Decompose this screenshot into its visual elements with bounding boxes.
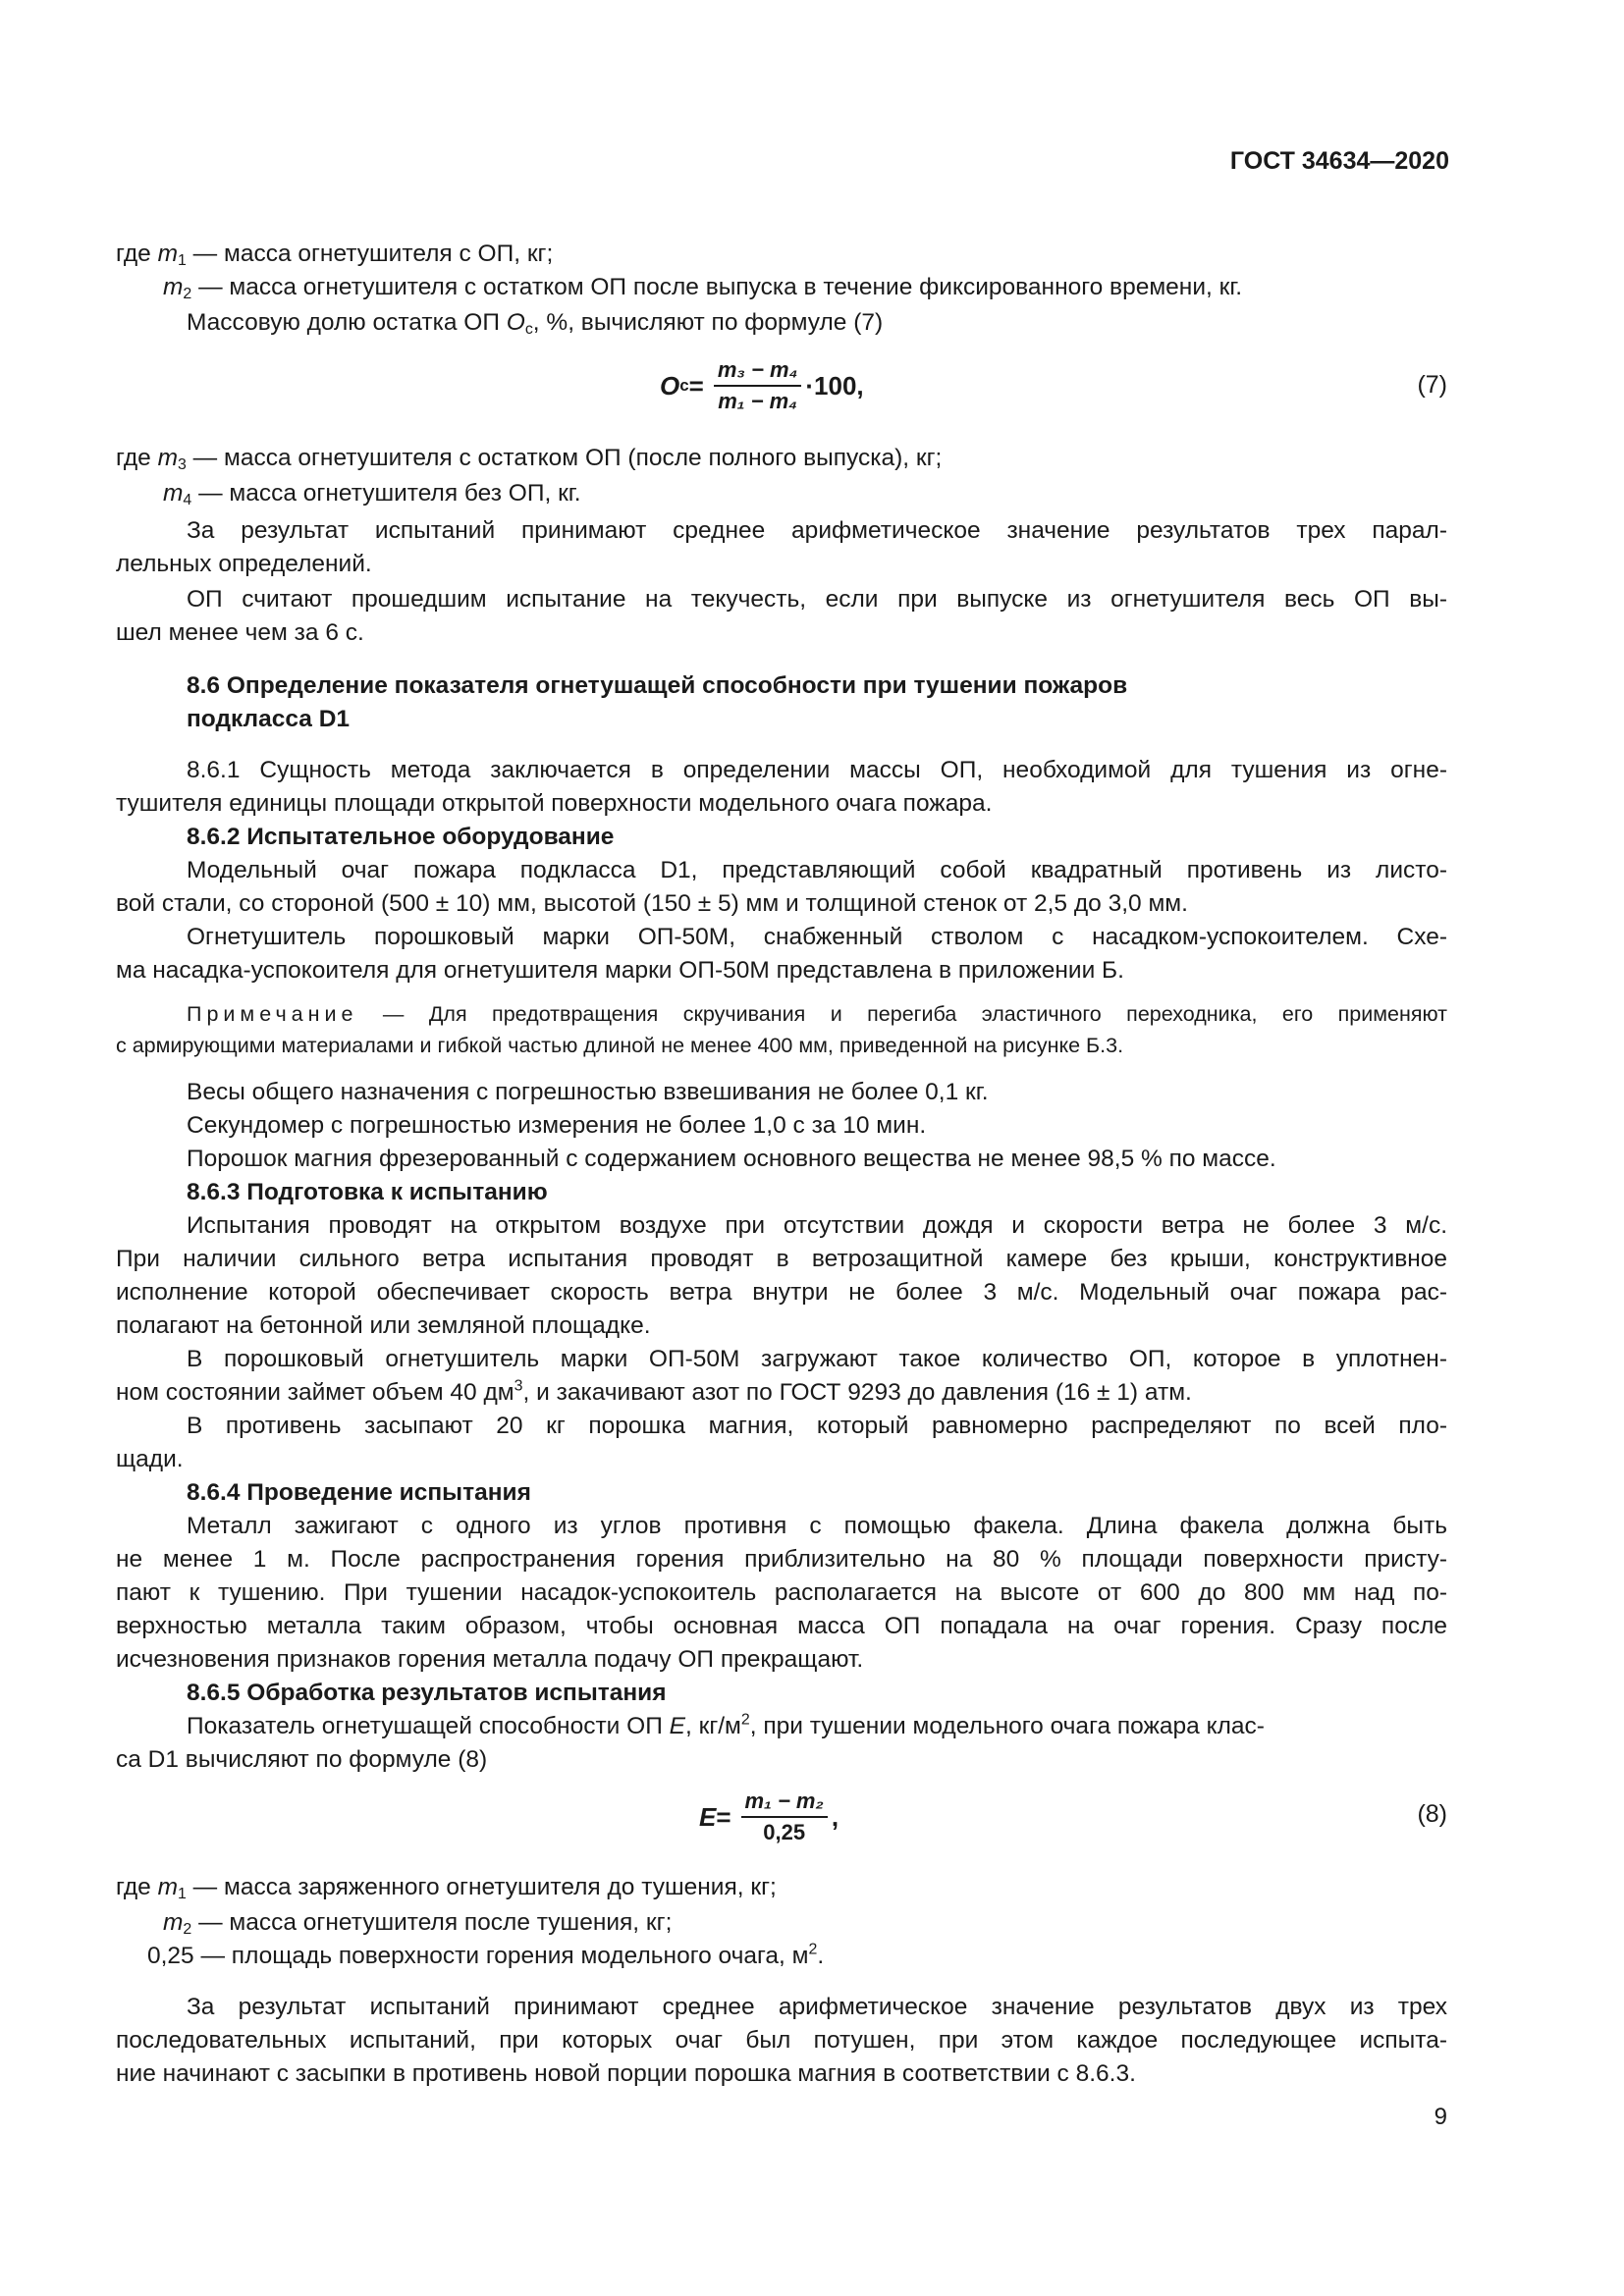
subsection-heading: 8.6.2 Испытательное оборудование <box>187 824 615 850</box>
equipment-item: Секундомер с погрешностью измерения не более 1,0 с за 10 мин. <box>187 1112 927 1139</box>
document-code: ГОСТ 34634—2020 <box>1229 147 1449 175</box>
formula7-number: (7) <box>1417 371 1447 399</box>
paragraph-line: щади. <box>116 1446 184 1472</box>
formula-8: E = $\frac{\text{m₁ − m₂}}{0,25}$ , <box>699 1789 839 1844</box>
paragraph-line: исчезновения признаков горения металла подачу ОП прекращают. <box>116 1646 864 1673</box>
section-heading: подкласса D1 <box>187 706 351 732</box>
paragraph-line: не менее 1 м. После распространения горения приблизительно на 80 % площади поверхности присту- <box>116 1546 1447 1573</box>
paragraph-line: Показатель огнетушащей способности ОП E, $кг/м^2$, при тушении модельного очага пожара клас- <box>187 1711 1265 1739</box>
formula8-fraction: $\frac{\text{m₁ − m₂}}{0,25}$ <box>741 1789 828 1845</box>
paragraph-line: Металл зажигают с одного из углов противня с помощью факела. Длина факела должна быть <box>187 1513 1447 1539</box>
formula7-intro: Массовую долю остатка ОП $O_c$, %, вычисляют по формуле (7) <box>187 309 884 338</box>
subsection-heading: 8.6.3 Подготовка к испытанию <box>187 1179 548 1205</box>
formula-7: O c = $\frac{\text{m₃ − m₄}}{\text{m₁ − m₄}}$ ·100, <box>660 357 864 413</box>
paragraph-line: В порошковый огнетушитель марки ОП-50М загружают такое количество ОП, которое в уплотнен- <box>187 1346 1447 1372</box>
equipment-item: Весы общего назначения с погрешностью взвешивания не более 0,1 кг. <box>187 1079 989 1105</box>
paragraph-line: Испытания проводят на открытом воздухе при отсутствии дождя и скорости ветра не более 3 м/с. <box>187 1212 1447 1239</box>
definition-m4: $m_4$ — масса огнетушителя без ОП, кг. <box>163 480 581 508</box>
definition-m1: где $m_1$ — масса огнетушителя с ОП, кг; <box>116 240 554 269</box>
formula8-number: (8) <box>1417 1800 1447 1828</box>
formula7-fraction: $\frac{\text{m₃ − m₄}}{\text{m₁ − m₄}}$ <box>714 357 802 414</box>
note-line: Примечание — Для предотвращения скручивания и перегиба эластичного переходника, его применяют <box>187 1002 1447 1026</box>
paragraph-line: За результат испытаний принимают среднее арифметическое значение результатов трех парал- <box>187 517 1447 544</box>
section-heading: 8.6 Определение показателя огнетушащей способности при тушении пожаров <box>187 672 1128 699</box>
paragraph-line: вой стали, со стороной (500 ± 10) мм, высотой (150 ± 5) мм и толщиной стенок от 2,5 до 3,0 мм. <box>116 890 1188 917</box>
paragraph-line: Огнетушитель порошковый марки ОП-50М, снабженный стволом с насадком-успокоителем. Схе- <box>187 924 1447 950</box>
paragraph-line: полагают на бетонной или земляной площадке. <box>116 1312 651 1339</box>
paragraph-line: тушителя единицы площади открытой поверхности модельного очага пожара. <box>116 790 993 817</box>
paragraph-line: ном состоянии займет объем 40 $дм^3$, и закачивают азот по ГОСТ 9293 до давления (16 ± 1) атм. <box>116 1377 1192 1406</box>
paragraph-line: лельных определений. <box>116 551 372 577</box>
paragraph-line: ОП считают прошедшим испытание на текучесть, если при выпуске из огнетушителя весь ОП вы- <box>187 586 1447 613</box>
paragraph-line: са D1 вычисляют по формуле (8) <box>116 1746 488 1773</box>
page-number: 9 <box>1434 2104 1447 2130</box>
paragraph-line: последовательных испытаний, при которых очаг был потушен, при этом каждое последующее испыта- <box>116 2027 1447 2054</box>
paragraph-line: ма насадка-успокоителя для огнетушителя марки ОП-50М представлена в приложении Б. <box>116 957 1124 984</box>
note-line: с армирующими материалами и гибкой частью длиной не менее 400 мм, приведенной на рисунке Б.3. <box>116 1034 1124 1057</box>
definition-m1: где $m_1$ — масса заряженного огнетушителя до тушения, кг; <box>116 1874 777 1902</box>
paragraph-line: Модельный очаг пожара подкласса D1, представляющий собой квадратный противень из листо- <box>187 857 1447 883</box>
definition-m2: $m_2$ — масса огнетушителя с остатком ОП после выпуска в течение фиксированного времени, кг. <box>163 274 1243 302</box>
subsection-heading: 8.6.5 Обработка результатов испытания <box>187 1680 667 1706</box>
paragraph-line: верхностью металла таким образом, чтобы основная масса ОП попадала на очаг горения. Сразу после <box>116 1613 1447 1639</box>
paragraph-line: За результат испытаний принимают среднее арифметическое значение результатов двух из трех <box>187 1994 1447 2020</box>
paragraph-line: При наличии сильного ветра испытания проводят в ветрозащитной камере без крыши, конструктивное <box>116 1246 1447 1272</box>
paragraph-line: пают к тушению. При тушении насадок-успокоитель располагается на высоте от 600 до 800 мм над по- <box>116 1579 1447 1606</box>
definition-m2: $m_2$ — масса огнетушителя после тушения, кг; <box>163 1909 673 1938</box>
note-label: Примечание <box>187 1002 358 1026</box>
subsection-heading: 8.6.4 Проведение испытания <box>187 1479 531 1506</box>
paragraph-line: исполнение которой обеспечивает скорость ветра внутри не более 3 м/с. Модельный очаг пожара рас- <box>116 1279 1447 1306</box>
paragraph-line: 8.6.1 Сущность метода заключается в определении массы ОП, необходимой для тушения из огне- <box>187 757 1447 783</box>
paragraph-line: шел менее чем за 6 с. <box>116 619 364 646</box>
definition-area: 0,25 — площадь поверхности горения модельного очага, $м^2$. <box>147 1941 825 1969</box>
definition-m3: где $m_3$ — масса огнетушителя с остатком ОП (после полного выпуска), кг; <box>116 445 943 473</box>
equipment-item: Порошок магния фрезерованный с содержанием основного вещества не менее 98,5 % по массе. <box>187 1146 1276 1172</box>
paragraph-line: В противень засыпают 20 кг порошка магния, который равномерно распределяют по всей пло- <box>187 1413 1447 1439</box>
paragraph-line: ние начинают с засыпки в противень новой порции порошка магния в соответствии с 8.6.3. <box>116 2060 1136 2087</box>
